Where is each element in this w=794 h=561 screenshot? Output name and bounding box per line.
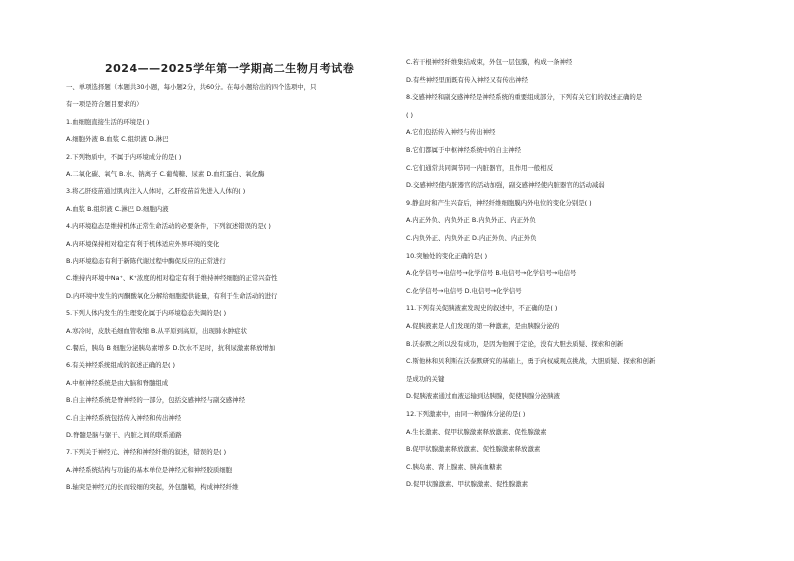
right-line: ( )	[406, 110, 414, 119]
left-line: 一、单项选择题（本题共30小题，每小题2分，共60分。在每小题给出的四个选项中，只	[66, 83, 317, 91]
left-line: B.自主神经系统是脊神经的一部分，包括交感神经与副交感神经	[66, 396, 245, 405]
right-line: C.斯他林和贝利斯在沃泰默研究的基础上，勇于向权威观点挑战，大胆质疑、探索和创新	[406, 357, 656, 366]
left-line: C.自主神经系统包括传入神经和传出神经	[66, 413, 182, 422]
left-line: 有一项是符合题目要求的）	[66, 100, 143, 109]
right-line: D.有些神经里面既有传入神经又有传出神经	[406, 75, 528, 84]
left-line: 4.内环境稳态是维持机体正常生命活动的必要条件，下列叙述错误的是( )	[66, 222, 271, 231]
left-line: C.维持内环境中Na⁺、K⁺浓度的相对稳定有利于维持神经细胞的正常兴奋性	[66, 274, 278, 283]
left-line: C.餐后，胰岛 B 细胞分泌胰岛素增多 D.饮水不足时，抗利尿激素释放增加	[66, 344, 276, 352]
right-line: 12.下列激素中，由同一种腺体分泌的是( )	[406, 410, 526, 418]
right-line: 8.交感神经和副交感神经是神经系统的重要组成部分，下列有关它们的叙述正确的是	[406, 93, 643, 102]
right-line: B.它们都属于中枢神经系统中的自主神经	[406, 146, 522, 154]
left-line: A.细胞外液 B.血浆 C.组织液 D.淋巴	[66, 135, 169, 144]
left-line: 3.将乙肝疫苗通过肌肉注入人体时，乙肝疫苗首先进入人体的( )	[66, 187, 246, 196]
left-line: 6.有关神经系统组成的叙述正确的是( )	[66, 361, 175, 370]
left-line: A.中枢神经系统是由大脑和脊髓组成	[66, 378, 169, 387]
right-line: 是成功的关键	[406, 374, 445, 383]
left-line: A.神经系统结构与功能的基本单位是神经元和神经胶质细胞	[66, 465, 233, 474]
right-line: 9.静息时和产生兴奋后，神经纤维细胞膜内外电位的变化分别是( )	[406, 198, 592, 207]
page-title: 2024——2025学年第一学期高二生物月考试卷	[105, 62, 355, 75]
left-line: D.脊髓是脑与躯干、内脏之间的联系通路	[66, 431, 182, 439]
right-line: C.胰岛素、肾上腺素、胰高血糖素	[406, 462, 502, 471]
right-line: A.它们包括传入神经与传出神经	[406, 128, 496, 137]
right-line: A.化学信号→电信号→化学信号 B.电信号→化学信号→电信号	[406, 269, 577, 278]
right-line: A.促胰液素是人们发现的第一种激素，是由胰腺分泌的	[406, 322, 560, 330]
left-line: 7.下列关于神经元、神经和神经纤维的叙述，错误的是( )	[66, 448, 227, 457]
right-line: C.它们通常共同调节同一内脏器官，且作用一般相反	[406, 163, 554, 172]
right-line: D.促甲状腺激素、甲状腺激素、促性腺激素	[406, 480, 528, 489]
right-line: C.若干根神经纤维集结成束，外包一层包膜，构成一条神经	[406, 58, 573, 66]
left-line: 5.下列人体内发生的生理变化属于内环境稳态失调的是( )	[66, 309, 227, 318]
left-line: A.血浆 B.组织液 C.淋巴 D.细胞内液	[66, 204, 169, 213]
left-line: A.寒冷时，皮肤毛细血管收缩 B.从平原到高原，出现肺水肿症状	[66, 326, 247, 335]
left-line: D.内环境中发生的丙酮酸氧化分解给细胞提供能量，有利于生命活动的进行	[66, 291, 278, 300]
right-line: D.交感神经使内脏器官的活动加强，副交感神经使内脏器官的活动减弱	[406, 181, 605, 190]
right-line: B.沃泰默之所以没有成功，是因为他囿于定论，没有大胆去质疑、探索和创新	[406, 339, 624, 348]
right-line: C.内负外正、内负外正 D.内正外负、内正外负	[406, 234, 537, 242]
right-line: D.促胰液素通过血液运输到达胰腺，促使胰腺分泌胰液	[406, 392, 560, 401]
left-line: 2.下列物质中，不属于内环境成分的是( )	[66, 152, 182, 161]
left-line: A.二氧化碳、氧气 B.水、钠离子 C.葡萄糖、尿素 D.血红蛋白、氧化酶	[66, 170, 265, 178]
right-line: C.化学信号→电信号 D.电信号→化学信号	[406, 286, 522, 295]
right-line: B.促甲状腺激素释放激素、促性腺激素释放激素	[406, 445, 541, 454]
right-line: 11.下列有关促胰液素发现史的叙述中，不正确的是( )	[406, 304, 558, 313]
right-line: A.内正外负、内负外正 B.内负外正、内正外负	[406, 216, 536, 225]
left-line: 1.血细胞直接生活的环境是( )	[66, 117, 150, 126]
left-line: A.内环境保持相对稳定有利于机体适应外界环境的变化	[66, 239, 220, 248]
left-line: B.内环境稳态有利于新陈代谢过程中酶促反应的正常进行	[66, 257, 226, 265]
right-line: A.生长激素、促甲状腺激素释放激素、促性腺激素	[406, 427, 547, 436]
right-line: 10.突触处的变化正确的是( )	[406, 251, 488, 260]
left-line: B.轴突是神经元的长而较细的突起，外包髓鞘，构成神经纤维	[66, 483, 239, 492]
